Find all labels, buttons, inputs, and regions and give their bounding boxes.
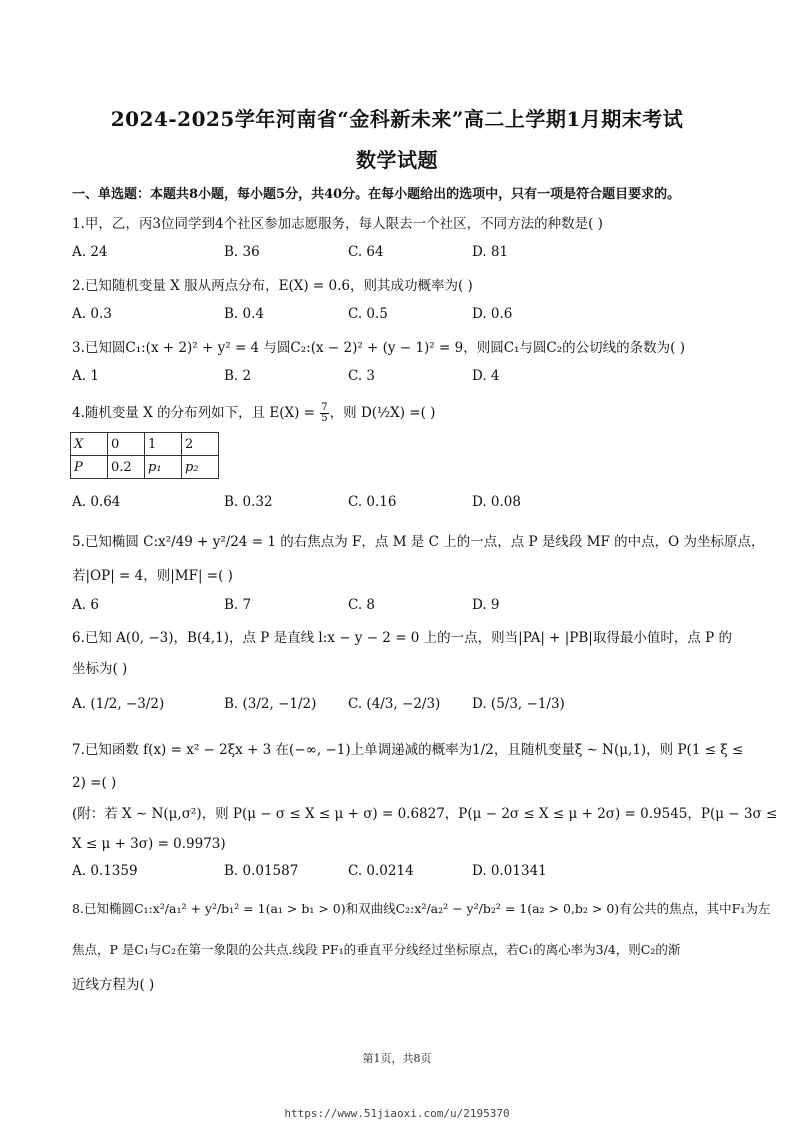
option-a: A. 6 xyxy=(72,597,99,613)
question-5 xyxy=(72,532,765,552)
option-c: C. 0.5 xyxy=(348,306,388,322)
fraction: $\frac{7}{5}$ xyxy=(321,402,328,424)
question-6 xyxy=(72,628,732,648)
question-6-line2: 坐标为( ) xyxy=(72,661,128,677)
question-text-tail: ，则 D(½X) =( ) xyxy=(329,405,436,421)
page-footer: 第1页，共8页 xyxy=(362,1052,432,1065)
option-b: B. 2 xyxy=(224,368,252,384)
question-text: 已知椭圆C₁:x²/a₁² + y²/b₁² = 1(a₁ > b₁ > 0)和双曲线C₂:x²/a₂² − y²/b₂² = 1(a₂ > 0,b₂ > 0)有公共的焦点，其中F₁为左 xyxy=(83,901,771,916)
question-3 xyxy=(72,338,732,358)
question-7-line2: 2) =( ) xyxy=(72,775,117,791)
question-8 xyxy=(72,899,771,919)
option-c: C. 64 xyxy=(348,244,384,260)
table-cell: 1 xyxy=(145,433,182,456)
option-d: D. 4 xyxy=(472,368,500,384)
question-1-options xyxy=(72,244,732,264)
option-b: B. 0.4 xyxy=(224,306,264,322)
question-text: 已知函数 f(x) = x² − 2ξx + 3 在(−∞, −1)上单调递减的概率为1/2，且随机变量ξ ∼ N(μ,1)，则 P(1 ≤ ξ ≤ xyxy=(84,742,744,758)
question-2-options xyxy=(72,306,732,326)
table-row xyxy=(71,433,219,456)
option-a: A. 1 xyxy=(72,368,99,384)
table-cell: X xyxy=(71,433,108,456)
question-5-options xyxy=(72,597,732,617)
option-d: D. 0.6 xyxy=(472,306,513,322)
option-b: B. 0.32 xyxy=(224,494,273,510)
question-7 xyxy=(72,740,744,760)
table-cell: p₂ xyxy=(182,456,219,479)
question-number: 5. xyxy=(72,534,85,550)
question-4-options xyxy=(72,494,732,514)
option-d: D. 9 xyxy=(472,597,500,613)
option-a: A. 0.64 xyxy=(72,494,121,510)
option-d: D. 0.08 xyxy=(472,494,521,510)
option-d: D. 0.01341 xyxy=(472,863,547,879)
option-c: C. 3 xyxy=(348,368,376,384)
option-c: C. 0.0214 xyxy=(348,863,414,879)
question-5-line2: 若|OP| = 4，则|MF| =( ) xyxy=(72,568,233,584)
option-b: B. 7 xyxy=(224,597,252,613)
question-8-line3: 近线方程为( ) xyxy=(72,977,155,993)
table-cell: 2 xyxy=(182,433,219,456)
question-number: 8. xyxy=(72,901,84,916)
question-3-options xyxy=(72,368,732,388)
question-number: 3. xyxy=(72,340,85,356)
question-text: 已知随机变量 X 服从两点分布，E(X) = 0.6，则其成功概率为( ) xyxy=(84,278,473,294)
question-7-note-line2: X ≤ μ + 3σ) = 0.9973) xyxy=(72,836,226,852)
option-a: A. 24 xyxy=(72,244,108,260)
question-text: 已知椭圆 C:x²/49 + y²/24 = 1 的右焦点为 F，点 M 是 C 上的一点，点 P 是线段 MF 的中点，O 为坐标原点， xyxy=(84,534,765,550)
section-heading: 一、单选题：本题共8小题，每小题5分，共40分。在每小题给出的选项中，只有一项是符合题目要求的。 xyxy=(72,187,681,202)
option-b: B. 0.01587 xyxy=(224,863,299,879)
question-2 xyxy=(72,276,732,296)
question-8-line2: 焦点，P 是C₁与C₂在第一象限的公共点.线段 PF₁的垂直平分线经过坐标原点，若C₁的离心率为3/4，则C₂的渐 xyxy=(72,942,681,957)
question-number: 7. xyxy=(72,742,85,758)
exam-subtitle: 数学试题 xyxy=(356,148,438,172)
question-number: 6. xyxy=(72,630,85,646)
watermark: https://www.51jiaoxi.com/u/2195370 xyxy=(284,1107,510,1120)
question-7-options xyxy=(72,863,732,883)
question-text: 已知圆C₁:(x + 2)² + y² = 4 与圆C₂:(x − 2)² + (y − 1)² = 9，则圆C₁与圆C₂的公切线的条数为( ) xyxy=(84,340,686,356)
option-c: C. (4/3, −2/3) xyxy=(348,696,441,712)
table-cell: 0 xyxy=(108,433,145,456)
option-c: C. 8 xyxy=(348,597,376,613)
question-6-options xyxy=(72,696,732,716)
option-d: D. (5/3, −1/3) xyxy=(472,696,565,712)
question-4 xyxy=(72,403,732,424)
option-d: D. 81 xyxy=(472,244,509,260)
question-number: 4. xyxy=(72,405,85,421)
option-a: A. (1/2, −3/2) xyxy=(72,696,165,712)
question-text: 随机变量 X 的分布列如下，且 E(X) = xyxy=(84,405,320,421)
option-a: A. 0.1359 xyxy=(72,863,138,879)
question-text: 已知 A(0, −3)，B(4,1)，点 P 是直线 l:x − y − 2 = 0 上的一点，则当|PA| + |PB|取得最小值时，点 P 的 xyxy=(84,630,733,646)
option-a: A. 0.3 xyxy=(72,306,112,322)
question-number: 2. xyxy=(72,278,85,294)
table-cell: p₁ xyxy=(145,456,182,479)
question-number: 1. xyxy=(72,216,85,232)
option-b: B. (3/2, −1/2) xyxy=(224,696,317,712)
distribution-table xyxy=(70,432,219,479)
table-cell: P xyxy=(71,456,108,479)
table-cell: 0.2 xyxy=(108,456,145,479)
option-b: B. 36 xyxy=(224,244,260,260)
question-7-note-line1: (附：若 X ∼ N(μ,σ²)，则 P(μ − σ ≤ X ≤ μ + σ) = 0.6827，P(μ − 2σ ≤ X ≤ μ + 2σ) = 0.9545，P(μ − 3σ ≤ xyxy=(72,806,778,822)
table-row xyxy=(71,456,219,479)
exam-title: 2024-2025学年河南省“金科新未来”高二上学期1月期末考试 xyxy=(110,107,684,131)
question-1 xyxy=(72,214,732,234)
option-c: C. 0.16 xyxy=(348,494,397,510)
question-text: 甲，乙，丙3位同学到4个社区参加志愿服务，每人限去一个社区，不同方法的种数是( ) xyxy=(84,216,603,232)
